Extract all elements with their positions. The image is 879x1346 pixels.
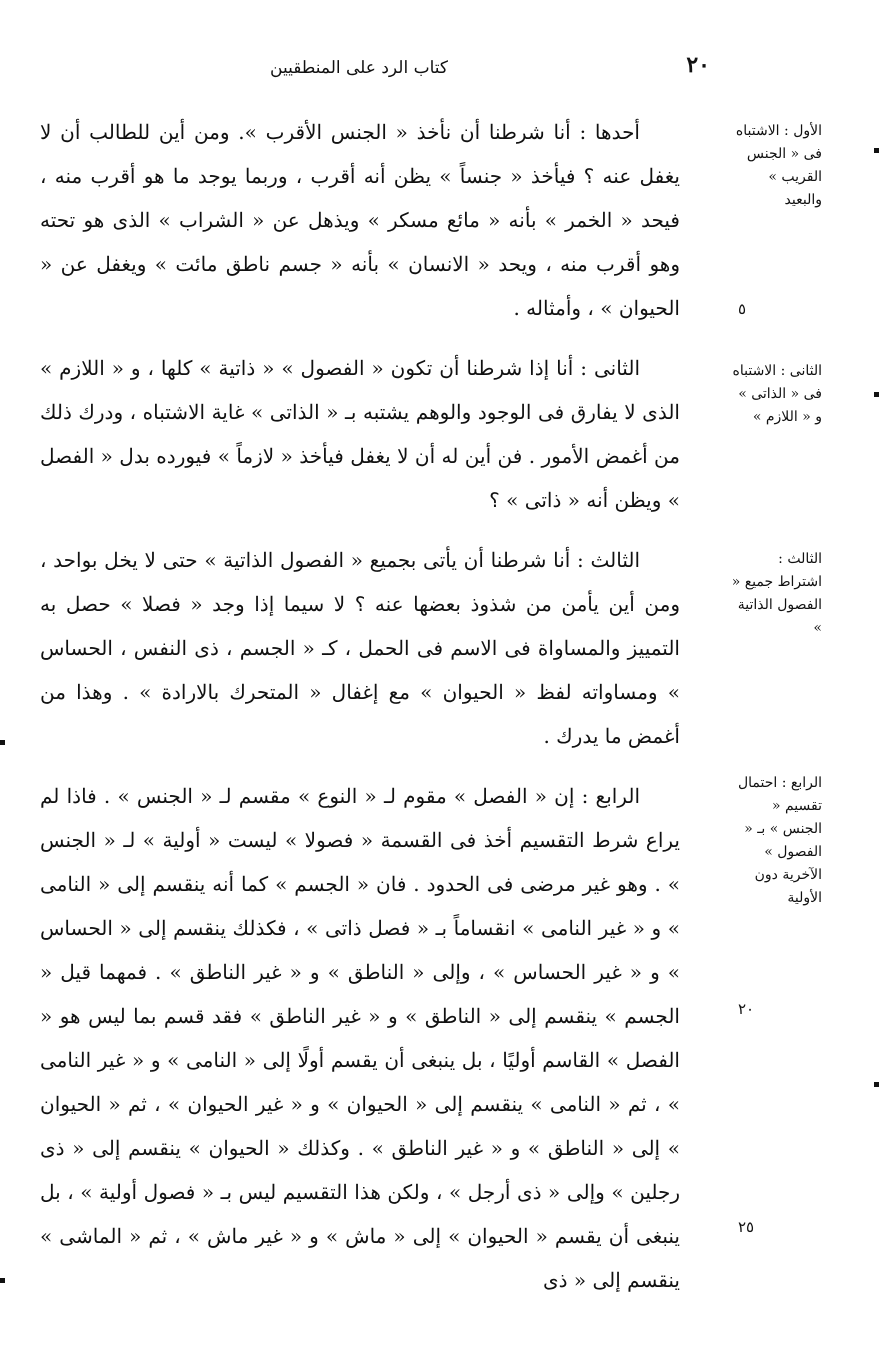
- paragraph-second: الثانى : أنا إذا شرطنا أن تكون « الفصول » « ذاتية » كلها ، و « اللازم » الذى لا يفارق فى الوجود والوهم يشتبه بـ « الذاتى » غاية الاشتباه ، ودرك ذلك من أغمض الأمور . فن أين له أن لا يغفل فيأخذ « لازماً » فيورده بدل « الفصل » ويظن أنه « ذاتى » ؟: [40, 356, 680, 512]
- paragraph-fourth: الرابع : إن « الفصل » مقوم لـ « النوع » مقسم لـ « الجنس » . فاذا لم يراع شرط التقسيم أخذ فى القسمة « فصولا » ليست « أولية » لـ « الجنس » . وهو غير مرضى فى الحدود . فان « الجسم » كما أنه ينقسم إلى « النامى » و « غير النامى » انقساماً بـ « فصل ذاتى » ، فكذلك ينقسم إلى « الحساس » و « غير الحساس » ، وإلى « الناطق » و « غير الناطق » . فمهما قيل « الجسم » ينقسم إلى « الناطق » و « غير الناطق » فقد قسم بما ليس هو « الفصل » القاسم أوليًا ، بل ينبغى أن يقسم أولًا إلى « النامى » و « غير النامى » ، ثم « النامى » ينقسم إلى « الحيوان » و « غير الحيوان » ، ثم « الحيوان » إلى « الناطق » و « غير الناطق » . وكذلك « الحيوان » ينقسم إلى « ذى رجلين » وإلى « ذى أرجل » ، ولكن هذا التقسيم ليس بـ « فصول أولية » ، بل ينبغى أن يقسم « الحيوان » إلى « ماش » و « غير ماش » ، ثم « الماشى » ينقسم إلى « ذى: [40, 784, 680, 1292]
- margin-note-fourth: الرابع : احتمال تقسيم « الجنس » بـ « الفصول » الآخرية دون الأولية: [737, 775, 822, 906]
- edge-mark: [874, 1082, 879, 1087]
- line-number-20: ٢٠: [738, 1000, 755, 1018]
- line-number-25: ٢٥: [738, 1218, 755, 1236]
- margin-note-third: الثالث : اشتراط جميع « الفصول الذاتية »: [731, 551, 822, 636]
- edge-mark: [874, 148, 879, 153]
- running-title: كتاب الرد على المنطقيين: [270, 58, 449, 78]
- margin-note-first: الأول : الاشتباه فى « الجنس القريب » والبعيد: [735, 123, 822, 208]
- line-number-5: ٥: [738, 300, 747, 318]
- paragraph-first: أحدها : أنا شرطنا أن نأخذ « الجنس الأقرب ». ومن أين للطالب أن لا يغفل عنه ؟ فيأخذ « جنساً » يظن أنه أقرب ، وربما يوجد ما هو أقرب منه ، فيحد « الخمر » بأنه « مائع مسكر » ويذهل عن « الشراب » الذى هو تحته وهو أقرب منه ، ويحد « الانسان » بأنه « جسم ناطق مائت » ويغفل عن « الحيوان » ، وأمثاله .: [40, 120, 680, 320]
- edge-mark: [0, 1278, 5, 1283]
- page-header: [250, 52, 710, 92]
- edge-mark: [0, 740, 5, 745]
- body-text: [40, 110, 680, 1302]
- edge-mark: [874, 392, 879, 397]
- page-number: ٢٠: [686, 52, 710, 78]
- margin-note-second: الثانى : الاشتباه فى « الذاتى » و « اللازم »: [732, 363, 822, 425]
- paragraph-third: الثالث : أنا شرطنا أن يأتى بجميع « الفصول الذاتية » حتى لا يخل بواحد ، ومن أين يأمن من شذوذ بعضها عنه ؟ لا سيما إذا وجد « فصلا » حصل به التمييز والمساواة فى الاسم فى الحمل ، كـ « الجسم ، ذى النفس ، الحساس » ومساواته لفظ « الحيوان » مع إغفال « المتحرك بالارادة » . وهذا من أغمض ما يدرك .: [40, 548, 680, 748]
